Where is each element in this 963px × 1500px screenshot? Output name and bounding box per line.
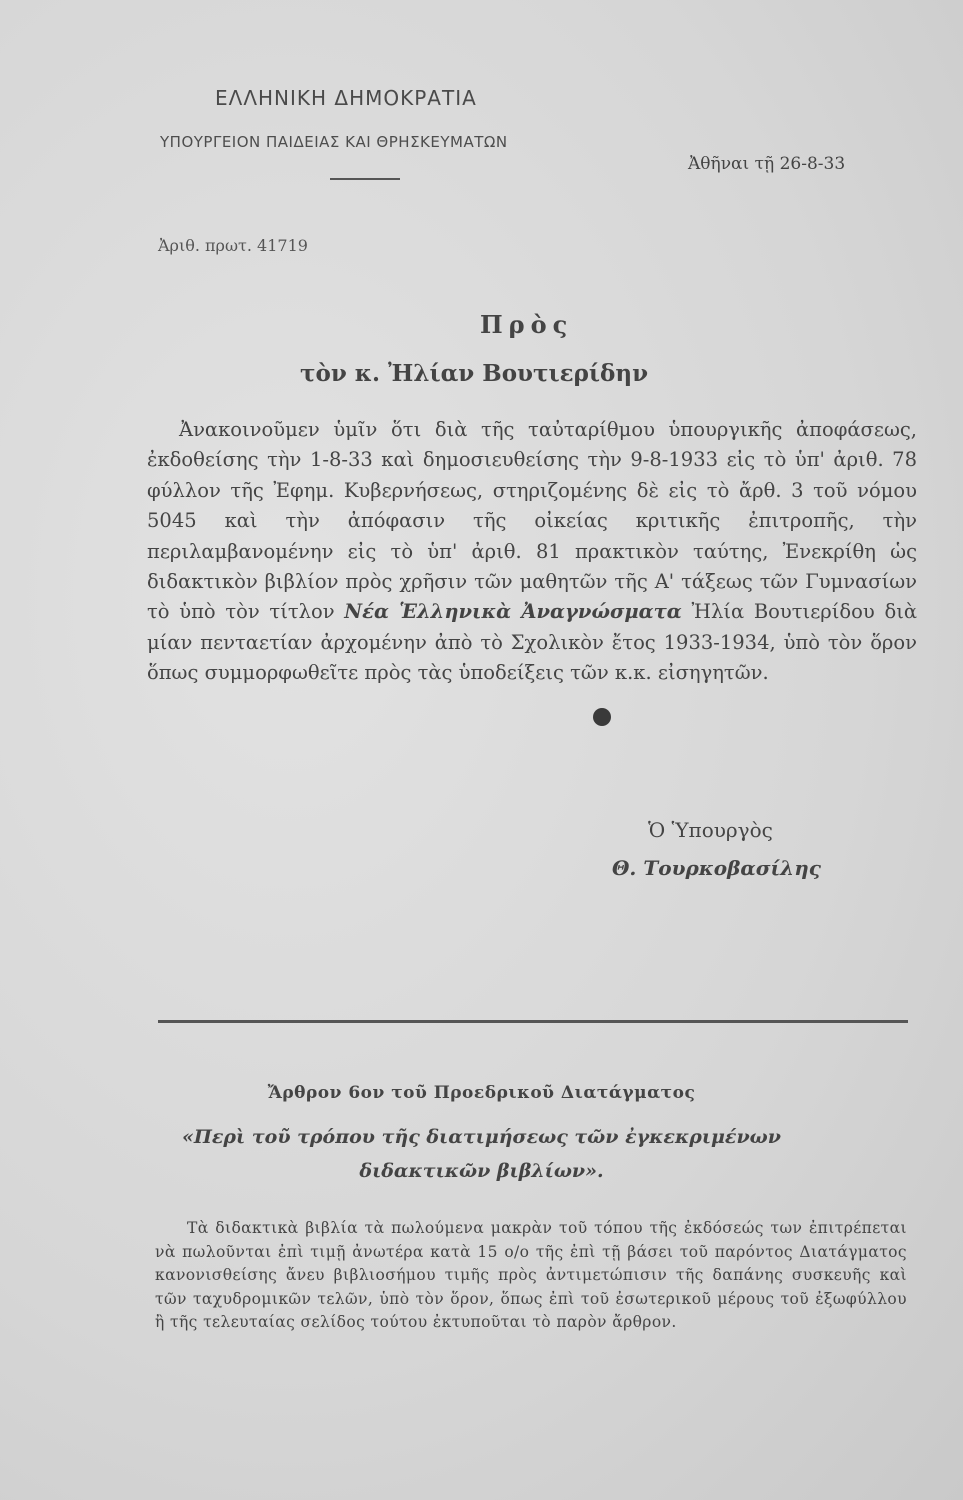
recipient-name: τὸν κ. Ἠλίαν Βουτιερίδην: [300, 360, 649, 387]
ink-blot: [593, 708, 611, 726]
article-subtitle-line2: διδακτικῶν βιβλίων».: [359, 1160, 604, 1182]
article-body-text: Τὰ διδακτικὰ βιβλία τὰ πωλούμενα μακρὰν τοῦ τόπου τῆς ἐκδόσεώς των ἐπιτρέπεται νὰ πωλοῦνται ἐπὶ τιμῇ ἀνωτέρα κατὰ 15 ο/ο τῆς ἐπὶ τῇ βάσει τοῦ παρόντος Διατάγματος κανονισθείσης ἄνευ βιβλιοσήμου τιμῆς πρὸς ἀντιμετώπισιν τῆς δαπάνης συσκευῆς καὶ τῶν ταχυδρομικῶν τελῶν, ὑπὸ τὸν ὅρον, ὅπως ἐπὶ τοῦ ἐσωτερικοῦ μέρους τοῦ ἐξωφύλλου ἢ τῆς τελευταίας σελίδος τούτου ἐκτυποῦται τὸ παρὸν ἄρθρον.: [155, 1219, 907, 1332]
ministry-heading: ΥΠΟΥΡΓΕΙΟΝ ΠΑΙΔΕΙΑΣ ΚΑΙ ΘΡΗΣΚΕΥΜΑΤΩΝ: [160, 133, 508, 151]
republic-heading: ΕΛΛΗΝΙΚΗ ΔΗΜΟΚΡΑΤΙΑ: [215, 86, 477, 110]
signature-role: Ὁ Ὑπουργὸς: [648, 818, 773, 842]
letter-body-continued: Ἠλία Βουτιερίδου διὰ μίαν πενταετίαν ἀρχομένην ἀπὸ τὸ Σχολικὸν ἔτος 1933-1934, ὑπὸ τὸν ὅρον ὅπως συμμορφωθεῖτε πρὸς τὰς ὑποδείξεις τῶν κ.κ. εἰσηγητῶν.: [147, 600, 918, 685]
letter-body-text: Ἀνακοινοῦμεν ὑμῖν ὅτι διὰ τῆς ταὐταρίθμου ὑπουργικῆς ἀποφάσεως, ἐκδοθείσης τὴν 1-8-33 καὶ δημοσιευθείσης τὴν 9-8-1933 εἰς τὸ ὑπ' ἀριθ. 78 φύλλον τῆς Ἐφημ. Κυβερνήσεως, στηριζομένης δὲ εἰς τὸ ἄρθ. 3 τοῦ νόμου 5045 καὶ τὴν ἀπόφασιν τῆς οἰκείας κριτικῆς ἐπιτροπῆς, τὴν περιλαμβανομένην εἰς τὸ ὑπ' ἀριθ. 81 πρακτικὸν ταύτης, Ἐνεκρίθη ὡς διδακτικὸν βιβλίον πρὸς χρῆσιν τῶν μαθητῶν τῆς Α' τάξεως τῶν Γυμνασίων τὸ ὑπὸ τὸν τίτλον: [147, 418, 917, 624]
header-divider: [330, 178, 400, 180]
article-subtitle-line1: «Περὶ τοῦ τρόπου τῆς διατιμήσεως τῶν ἐγκεκριμένων: [182, 1126, 781, 1148]
letter-body: [147, 415, 917, 689]
section-divider: [158, 1020, 908, 1023]
signature-name: Θ. Τουρκοβασίλης: [612, 856, 821, 880]
protocol-number: Ἀριθ. πρωτ. 41719: [158, 236, 308, 255]
dateline: Ἀθῆναι τῇ 26-8-33: [688, 154, 846, 174]
article-title: Ἄρθρον 6ον τοῦ Προεδρικοῦ Διατάγματος: [267, 1083, 696, 1103]
article-body: [155, 1217, 907, 1335]
book-title: Νέα Ἑλληνικὰ Ἀναγνώσματα: [344, 600, 682, 624]
recipient-pros: Πρὸς: [480, 310, 574, 339]
